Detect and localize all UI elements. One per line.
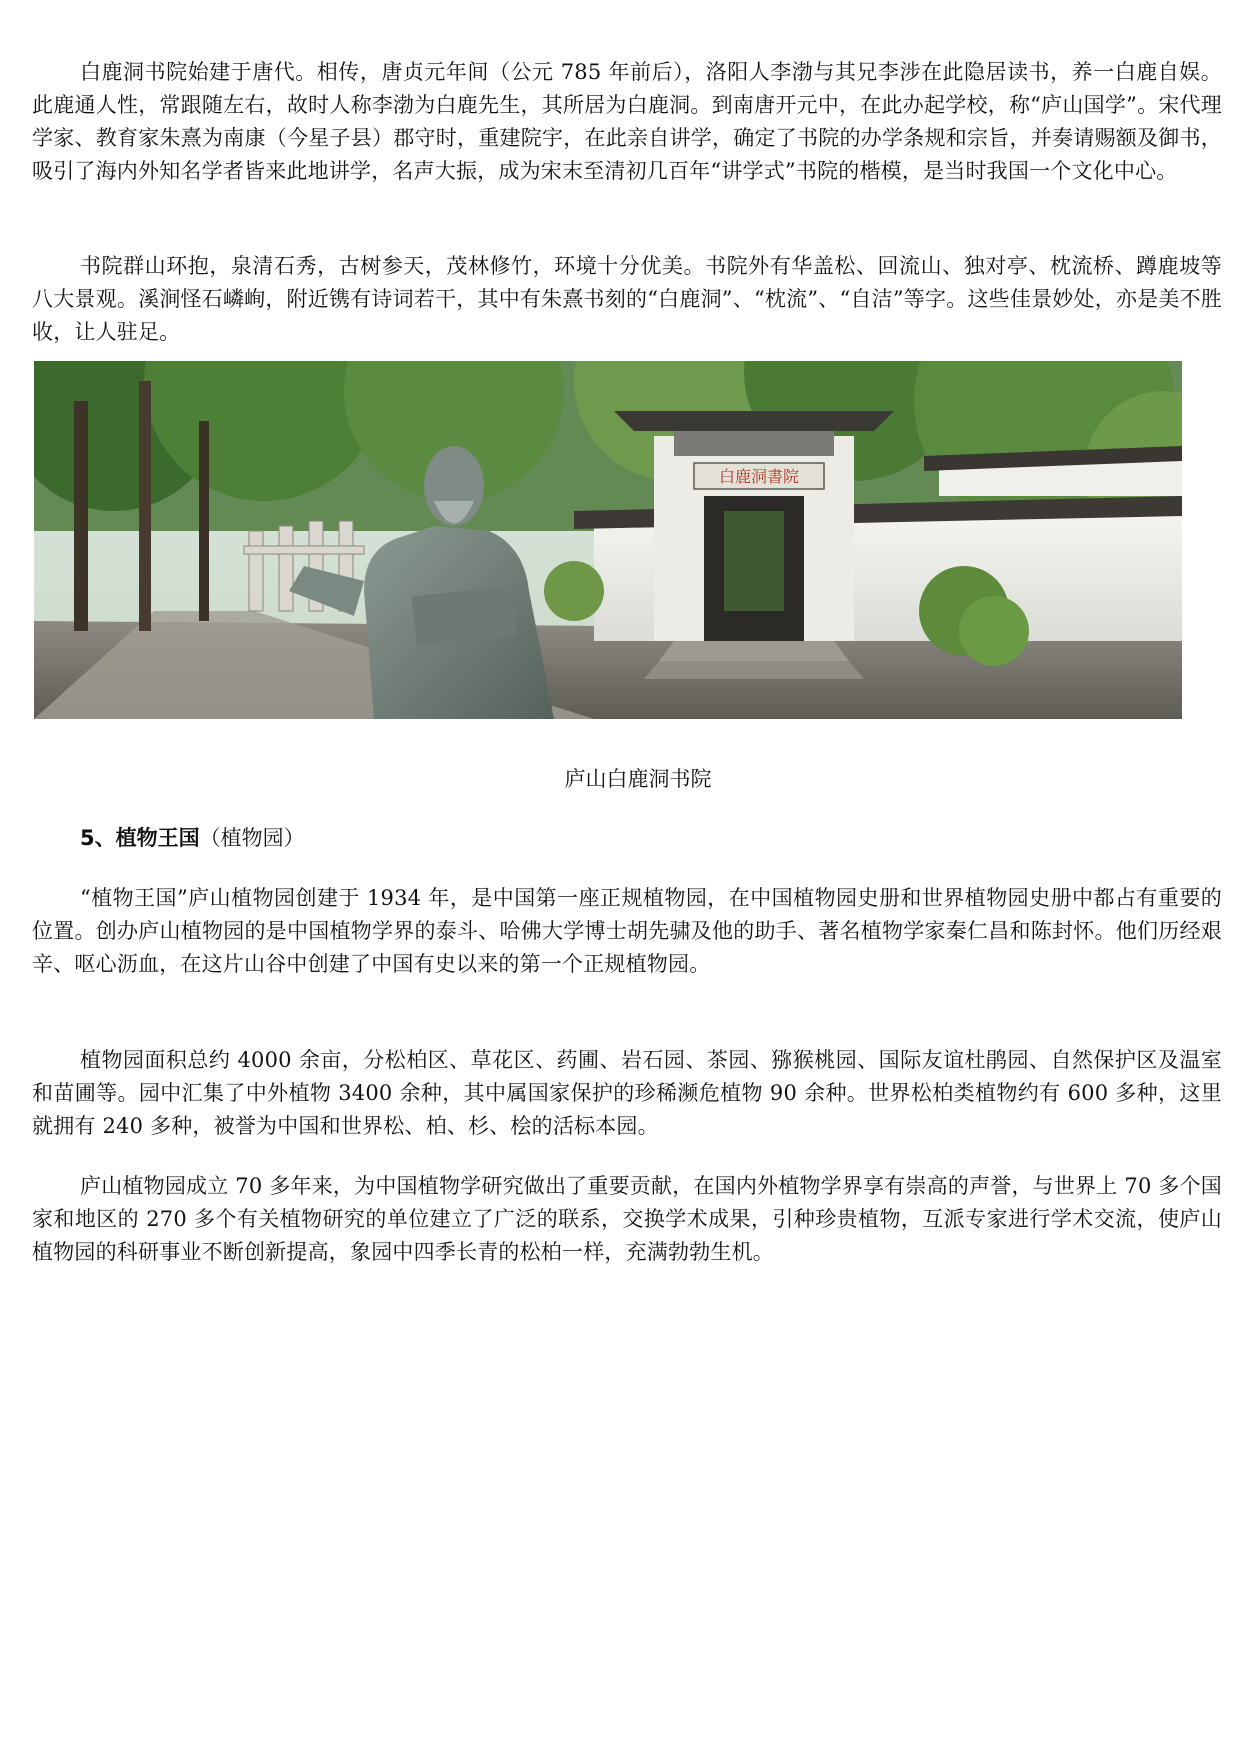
section-heading [80, 823, 305, 853]
section-number: 5、 [80, 826, 116, 850]
section-title: 植物王国 [115, 826, 200, 850]
paragraph-bailudong-history: 白鹿洞书院始建于唐代。相传，唐贞元年间（公元 785 年前后），洛阳人李渤与其兄李涉在此隐居读书，养一白鹿自娱。此鹿通人性，常跟随左右，故时人称李渤为白鹿先生，其所居为白鹿洞。到南唐开元中，在此办起学校，称“庐山国学”。宋代理学家、教育家朱熹为南康（今星子县）郡守时，重建院宇，在此亲自讲学，确定了书院的办学条规和宗旨，并奏请赐额及御书，吸引了海内外知名学者皆来此地讲学，名声大振，成为宋末至清初几百年“讲学式”书院的楷模，是当时我国一个文化中心。 [32, 60, 1222, 183]
bailudong-academy-photo [34, 361, 1182, 719]
paragraph-botanical-garden-founding: “植物王国”庐山植物园创建于 1934 年，是中国第一座正规植物园，在中国植物园史册和世界植物园史册中都占有重要的位置。创办庐山植物园的是中国植物学界的泰斗、哈佛大学博士胡先骕及他的助手、著名植物学家秦仁昌和陈封怀。他们历经艰辛、呕心沥血，在这片山谷中创建了中国有史以来的第一个正规植物园。 [32, 886, 1222, 976]
paragraph-bailudong-scenery: 书院群山环抱，泉清石秀，古树参天，茂林修竹，环境十分优美。书院外有华盖松、回流山、独对亭、枕流桥、蹲鹿坡等八大景观。溪涧怪石嶙峋，附近镌有诗词若干，其中有朱熹书刻的“白鹿洞”、“枕流”、“自洁”等字。这些佳景妙处，亦是美不胜收，让人驻足。 [32, 254, 1222, 344]
section-subtitle: （植物园） [199, 826, 305, 850]
paragraph-botanical-garden-contributions: 庐山植物园成立 70 多年来，为中国植物学研究做出了重要贡献，在国内外植物学界享有崇高的声誉，与世界上 70 多个国家和地区的 270 多个有关植物研究的单位建立了广泛的联系，交换学术成果，引种珍贵植物，互派专家进行学术交流，使庐山植物园的科研事业不断创新提高，象园中四季长青的松柏一样，充满勃勃生机。 [32, 1174, 1222, 1264]
gate-plaque-text: 白鹿洞書院 [718, 467, 800, 486]
figure-caption: 庐山白鹿洞书院 [564, 767, 712, 791]
paragraph-botanical-garden-area: 植物园面积总约 4000 余亩，分松柏区、草花区、药圃、岩石园、茶园、猕猴桃园、国际友谊杜鹃园、自然保护区及温室和苗圃等。园中汇集了中外植物 3400 余种，其中属国家保护的珍稀濒危植物 90 余种。世界松柏类植物约有 600 多种，这里就拥有 240 多种，被誉为中国和世界松、柏、杉、桧的活标本园。 [32, 1048, 1222, 1138]
